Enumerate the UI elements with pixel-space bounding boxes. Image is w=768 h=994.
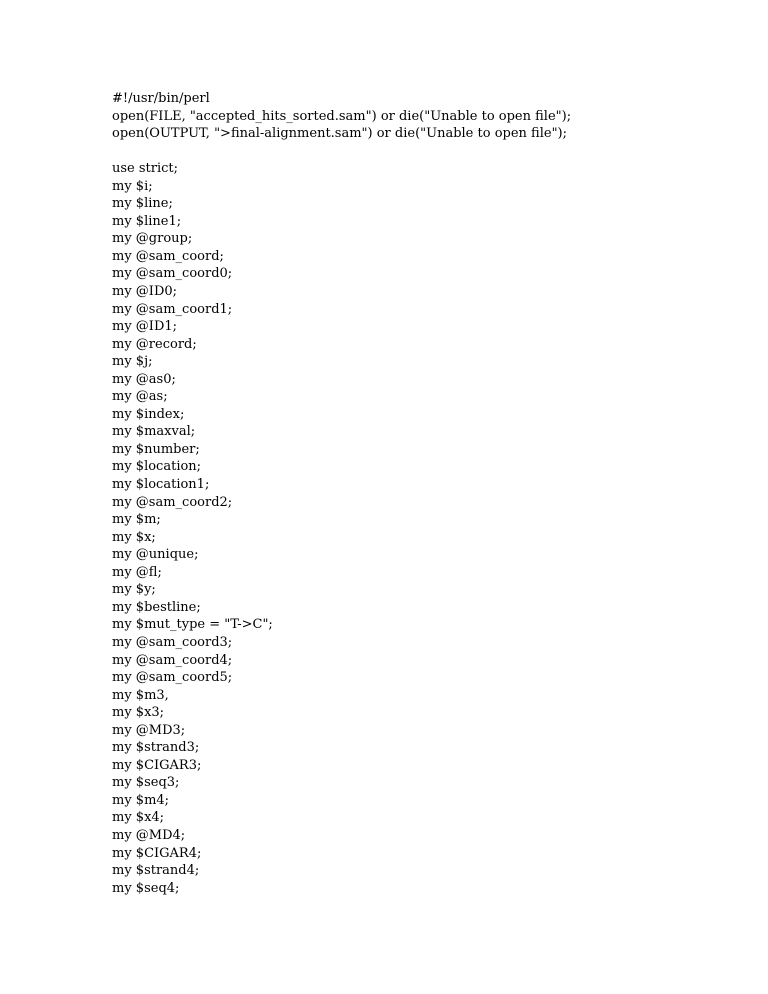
code-line: my @MD3; <box>112 722 186 738</box>
code-line: my @as; <box>112 389 168 405</box>
code-line: my $m; <box>112 512 161 528</box>
code-line: my @sam_coord1; <box>112 301 233 317</box>
code-line: my $j; <box>112 354 153 370</box>
code-line: open(FILE, "accepted_hits_sorted.sam") or die("Unable to open file"); <box>112 108 572 124</box>
code-line: my $number; <box>112 441 200 457</box>
code-line: my $maxval; <box>112 424 196 440</box>
code-line: my @sam_coord0; <box>112 266 233 282</box>
code-line: my $location; <box>112 459 202 475</box>
code-line: open(OUTPUT, ">final-alignment.sam") or die("Unable to open file"); <box>112 126 567 142</box>
code-line: my $m3, <box>112 687 169 703</box>
code-line: my $mut_type = "T->C"; <box>112 617 273 633</box>
blank-line <box>112 143 732 161</box>
code-line: my $y; <box>112 582 156 598</box>
code-line: my @ID0; <box>112 284 178 300</box>
code-line: my @sam_coord4; <box>112 652 233 668</box>
code-line: my $x; <box>112 529 156 545</box>
code-line: my $strand4; <box>112 863 200 879</box>
code-line: my @unique; <box>112 547 199 563</box>
code-line: my $CIGAR4; <box>112 845 202 861</box>
code-line: my @record; <box>112 336 197 352</box>
code-line: my $m4; <box>112 792 170 808</box>
code-line: my $x3; <box>112 705 165 721</box>
code-line: my @MD4; <box>112 827 186 843</box>
code-line: my $CIGAR3; <box>112 757 202 773</box>
code-line: my @fl; <box>112 564 162 580</box>
code-line: use strict; <box>112 161 179 177</box>
code-line: my $bestline; <box>112 599 201 615</box>
code-line: my $i; <box>112 178 153 194</box>
code-line: my $seq4; <box>112 880 180 896</box>
code-line: my @as0; <box>112 371 176 387</box>
code-line: my $seq3; <box>112 775 180 791</box>
code-line: my $index; <box>112 406 185 422</box>
code-line: #!/usr/bin/perl <box>112 91 210 106</box>
code-line: my @ID1; <box>112 319 178 335</box>
code-line: my @group; <box>112 231 193 247</box>
code-line: my $location1; <box>112 477 210 493</box>
code-line: my @sam_coord5; <box>112 670 233 686</box>
code-line: my $line1; <box>112 213 182 229</box>
code-line: my $x4; <box>112 810 165 826</box>
code-line: my @sam_coord2; <box>112 494 233 510</box>
code-line: my @sam_coord3; <box>112 634 233 650</box>
code-line: my @sam_coord; <box>112 248 224 264</box>
code-line: my $strand3; <box>112 740 200 756</box>
code-line: my $line; <box>112 196 173 212</box>
perl-code-block <box>112 90 732 897</box>
